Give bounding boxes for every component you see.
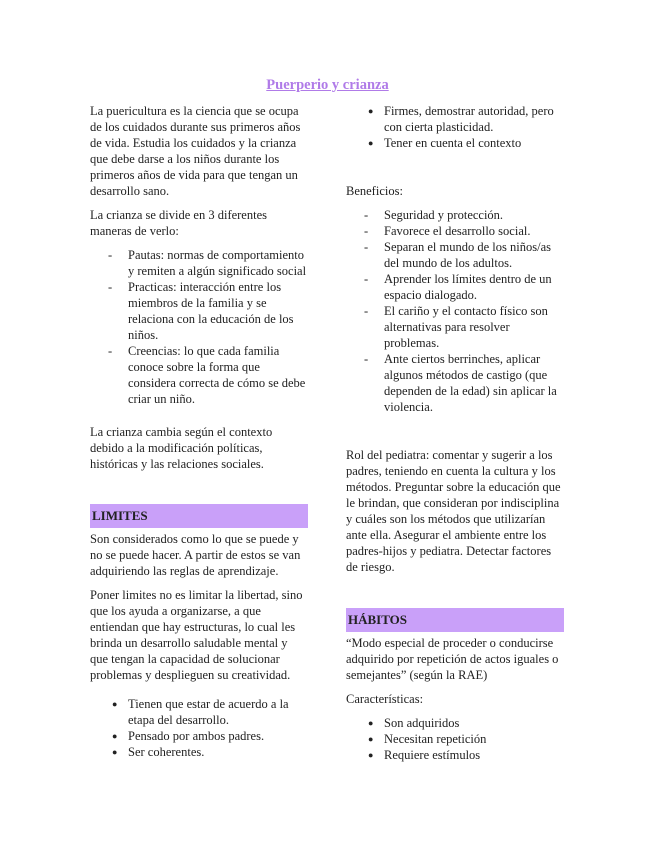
pediatra-paragraph: Rol del pediatra: comentar y sugerir a los padres, teniendo en cuenta la cultura y los métodos. Preguntar sobre la educación que le brindan, que consideran por indisciplina y cuáles son los métodos que utilizarían ante ella. Asegurar el ambiente entre los padres-hijos y pediatra. Detectar factores de riesgo. [346, 448, 561, 574]
limites-bullets-continued [346, 103, 564, 151]
list-item: - El cariño y el contacto físico son alternativas para resolver problemas. [346, 303, 564, 351]
limites-bullets [90, 696, 308, 760]
list-item: - Practicas: interacción entre los miembros de la familia y se relaciona con la educación de los niños. [90, 279, 308, 343]
list-item: ● Requiere estímulos [346, 747, 564, 763]
list-item: - Aprender los límites dentro de un espacio dialogado. [346, 271, 564, 303]
list-item: ● Tienen que estar de acuerdo a la etapa del desarrollo. [90, 696, 308, 728]
caracteristicas-label: Características: [346, 692, 424, 706]
limites-paragraph-2: Poner limites no es limitar la libertad, sino que los ayuda a organizarse, a que entiendan que hay estructuras, lo cual les brinda un desarrollo saludable mental y que tengan la capacidad de solucionar problemas y desplieguen su creatividad. [90, 588, 303, 682]
page-title: Puerperio y crianza [266, 77, 389, 93]
limites-heading: LIMITES [90, 504, 308, 528]
habitos-heading: HÁBITOS [346, 608, 564, 632]
list-item: ● Firmes, demostrar autoridad, pero con cierta plasticidad. [346, 103, 564, 135]
beneficios-label: Beneficios: [346, 184, 403, 198]
list-item: ● Necesitan repetición [346, 731, 564, 747]
list-item: - Seguridad y protección. [346, 207, 564, 223]
crianza-change-paragraph: La crianza cambia según el contexto debido a la modificación políticas, históricas y las relaciones sociales. [90, 425, 273, 471]
list-item: - Creencias: lo que cada familia conoce sobre la forma que considera correcta de cómo se debe criar un niño. [90, 343, 308, 407]
limites-paragraph-1: Son considerados como lo que se puede y no se puede hacer. A partir de estos se van adquiriendo las reglas de aprendizaje. [90, 532, 301, 578]
list-item: ● Pensado por ambos padres. [90, 728, 308, 744]
list-item: ● Ser coherentes. [90, 744, 308, 760]
list-item: ● Tener en cuenta el contexto [346, 135, 564, 151]
beneficios-list [346, 207, 564, 415]
list-item: - Pautas: normas de comportamiento y remiten a algún significado social [90, 247, 308, 279]
intro-paragraph: La puericultura es la ciencia que se ocupa de los cuidados durante sus primeros años de vida. Estudia los cuidados y la crianza que debe darse a los niños durante los primeros años de vida para que tengan un desarrollo sano. [90, 104, 301, 198]
caracteristicas-list [346, 715, 564, 763]
list-item: - Ante ciertos berrinches, aplicar algunos métodos de castigo (que dependen de la edad) sin aplicar la violencia. [346, 351, 564, 415]
list-item: - Favorece el desarrollo social. [346, 223, 564, 239]
right-column [346, 103, 564, 763]
crianza-ways-list [90, 247, 308, 407]
list-item: - Separan el mundo de los niños/as del mundo de los adultos. [346, 239, 564, 271]
habitos-definition: “Modo especial de proceder o conducirse adquirido por repetición de actos iguales o semejantes” (según la RAE) [346, 636, 559, 682]
crianza-intro: La crianza se divide en 3 diferentes maneras de verlo: [90, 208, 267, 238]
left-column [90, 103, 308, 760]
list-item: ● Son adquiridos [346, 715, 564, 731]
